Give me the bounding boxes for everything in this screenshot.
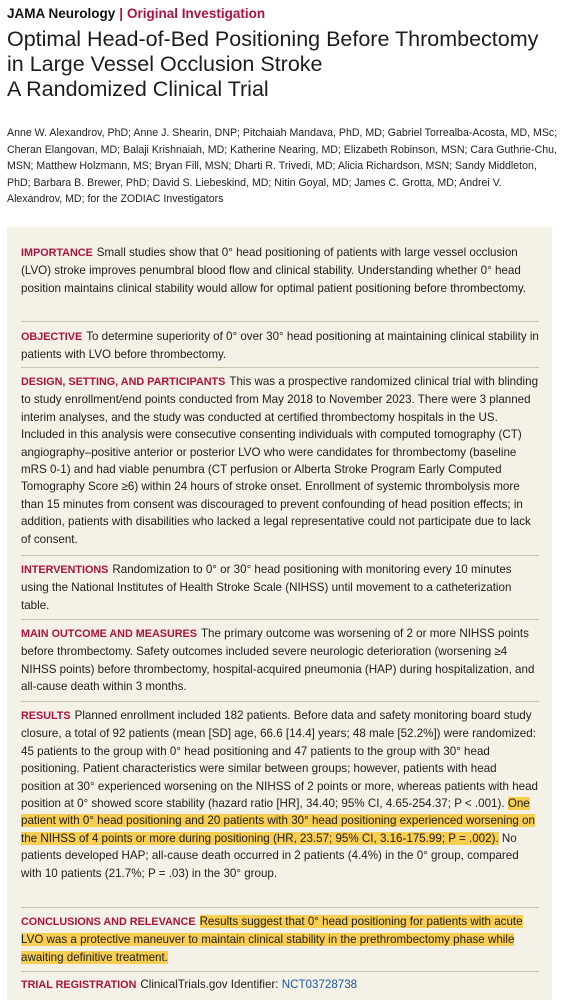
section-heading: MAIN OUTCOME AND MEASURES	[21, 628, 197, 640]
section-text: Small studies show that 0° head positioning of patients with large vessel occlusion (LVO) stroke improves penumbral blood flow and clinical stability. Understanding whether 0° head position maintains clinical stability would allow for optimal patient positioning before thrombectomy.	[21, 246, 527, 295]
divider	[21, 367, 539, 368]
section-text: The primary outcome was worsening of 2 or more NIHSS points before thrombectomy. Safety outcomes included severe neurologic deterioration (worsening ≥4 NIHSS points) before thrombectomy, hospital-acquired pneumonia (HAP) during hospitalization, and all-cause death within 3 months.	[21, 627, 535, 694]
abstract-conclusions	[21, 913, 539, 966]
divider	[21, 971, 539, 972]
journal-header	[7, 6, 265, 21]
abstract-box	[7, 227, 552, 1000]
section-heading: IMPORTANCE	[21, 247, 93, 259]
divider	[21, 619, 539, 620]
abstract-importance	[21, 244, 539, 297]
abstract-objective	[21, 328, 539, 364]
divider	[21, 701, 539, 702]
header-separator: |	[119, 6, 124, 21]
results-text: Planned enrollment included 182 patients. Before data and safety monitoring board study closure, a total of 92 patients (mean [SD] age, 66.6 [14.4] years; 48 male [52.2%]) were randomized: 45 patients to the group with 0° head positioning and 47 patients to the group with 30° head positioning. Patient characteristics were similar between groups; however, patients with head position at 30° experienced worsening on the NIHSS of 2 points or more, whereas patients with head position at 0° showed score stability (hazard ratio [HR], 34.40; 95% CI, 4.65-254.37; P < .001).	[21, 709, 538, 811]
section-text: To determine superiority of 0° over 30° head positioning at maintaining clinical stability in patients with LVO before thrombectomy.	[21, 330, 539, 362]
section-heading: INTERVENTIONS	[21, 564, 109, 576]
highlighted-passage: One patient with 0° head positioning and 20 patients with 30° head positioning experienced worsening on the NIHSS of 4 points or more during positioning (HR, 23.57; 95% CI, 3.16-175.99; P = .002).	[21, 797, 535, 845]
divider	[21, 321, 539, 322]
trial-registration	[21, 976, 539, 994]
section-heading: TRIAL REGISTRATION	[21, 979, 137, 991]
section-heading: OBJECTIVE	[21, 331, 83, 343]
section-text: Randomization to 0° or 30° head positioning with monitoring every 10 minutes using the National Institutes of Health Stroke Scale (NIHSS) until movement to a catheterization table.	[21, 563, 512, 612]
section-heading: DESIGN, SETTING, AND PARTICIPANTS	[21, 376, 226, 388]
abstract-outcomes	[21, 625, 539, 696]
trial-id-link[interactable]: NCT03728738	[281, 978, 358, 991]
results-text-continued: No patients developed HAP; all-cause death occurred in 2 patients (4.4%) in the 0° group, compared with 10 patients (21.7%; P = .03) in the 30° group.	[21, 831, 519, 880]
abstract-interventions	[21, 561, 539, 614]
abstract-design	[21, 373, 539, 548]
section-heading: CONCLUSIONS AND RELEVANCE	[21, 916, 196, 928]
article-subtitle: A Randomized Clinical Trial	[7, 77, 269, 101]
section-text: This was a prospective randomized clinical trial with blinding to study enrollment/end points conducted from May 2018 to November 2023. There were 3 planned interim analyses, and the study was conducted at certified thrombectomy hospitals in the US. Included in this analysis were consecutive consenting individuals with computed tomography (CT) angiography–positive anterior or posterior LVO who were candidates for thrombectomy (baseline mRS 0-1) and had viable penumbra (CT perfusion or Alberta Stroke Program Early Computed Tomography Score ≥6) within 24 hours of stroke onset. Enrollment of systemic thrombolysis more than 15 minutes from consent was discouraged to prevent confounding of head position effects; in addition, patients with disabilities who lacked a legal representative could not participate due to lack of consent.	[21, 375, 539, 546]
article-title: Optimal Head-of-Bed Positioning Before Thrombectomy in Large Vessel Occlusion Stroke	[7, 27, 539, 76]
divider	[21, 555, 539, 556]
journal-name: JAMA Neurology	[7, 6, 116, 21]
section-label: Original Investigation	[127, 6, 266, 21]
author-list: Anne W. Alexandrov, PhD; Anne J. Shearin, DNP; Pitchaiah Mandava, PhD, MD; Gabriel Torrealba-Acosta, MD, MSc; Cheran Elangovan, MD; Balaji Krishnaiah, MD; Katherine Nearing, MD; Elizabeth Robinson, MSN; Cara Guthrie-Chu, MSN; Matthew Holzmann, MS; Bryan Fill, MSN; Dharti R. Trivedi, MD; Alicia Richardson, MSN; Sandy Middleton, PhD; Barbara B. Brewer, PhD; David S. Liebeskind, MD; Nitin Goyal, MD; James C. Grotta, MD; Andrei V. Alexandrov, MD; for the ZODIAC Investigators	[7, 127, 558, 206]
highlighted-passage: Results suggest that 0° head positioning for patients with acute LVO was a protective maneuver to maintain clinical stability in the prethrombectomy phase while awaiting definitive treatment.	[21, 915, 523, 964]
registration-text: ClinicalTrials.gov Identifier:	[140, 978, 279, 991]
article-title-block	[7, 27, 559, 102]
section-heading: RESULTS	[21, 710, 71, 722]
abstract-results	[21, 707, 539, 882]
divider	[21, 907, 539, 908]
